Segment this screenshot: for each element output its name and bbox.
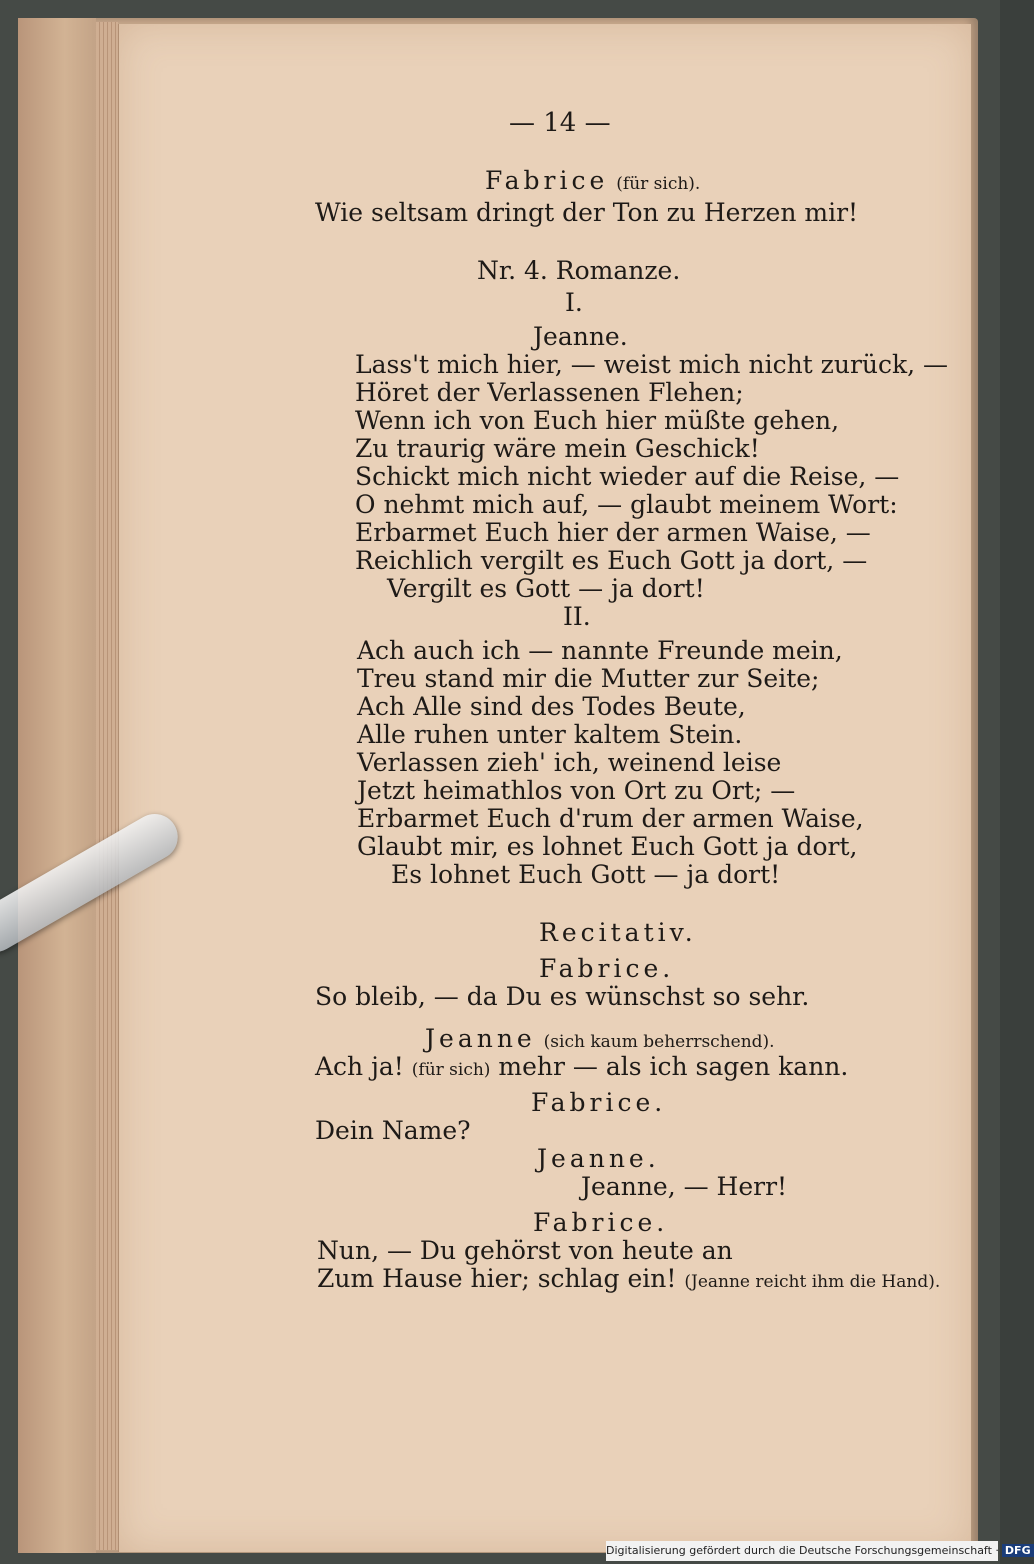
speaker-name: Fabrice. — [539, 954, 675, 983]
speaker-name: Jeanne. — [533, 322, 628, 351]
verse-line: Jetzt heimathlos von Ort zu Ort; — — [357, 776, 796, 805]
text-line: So bleib, — da Du es wünschst so sehr. — [315, 982, 810, 1011]
page-number: — 14 — — [509, 108, 611, 138]
verse-number: II. — [563, 602, 591, 631]
page-edges — [96, 22, 118, 1550]
text-part: Zum Hause hier; schlag ein! — [317, 1264, 677, 1293]
text-line: Nun, — Du gehörst von heute an — [317, 1236, 733, 1265]
speaker-name: Fabrice — [485, 166, 609, 195]
text-line — [315, 1052, 848, 1085]
book-binding — [18, 18, 96, 1553]
verse-line: Zu traurig wäre mein Geschick! — [355, 434, 760, 463]
speaker-name: Fabrice. — [531, 1088, 667, 1117]
verse-line: Schickt mich nicht wieder auf die Reise, — — [355, 462, 900, 491]
verse-line: Erbarmet Euch hier der armen Waise, — — [355, 518, 871, 547]
speaker-name: Jeanne — [425, 1024, 536, 1053]
text-part: mehr — als ich sagen kann. — [498, 1052, 849, 1081]
verse-line: Reichlich vergilt es Euch Gott ja dort, — — [355, 546, 868, 575]
verse-line: Alle ruhen unter kaltem Stein. — [357, 720, 743, 749]
dfg-logo: DFG — [1002, 1544, 1034, 1557]
verse-line: Ach Alle sind des Todes Beute, — [357, 692, 746, 721]
speaker-line — [485, 166, 700, 199]
stage-direction: (für sich). — [616, 174, 701, 194]
text-line: Wie seltsam dringt der Ton zu Herzen mir! — [315, 198, 859, 227]
stage-direction: (Jeanne reicht ihm die Hand). — [684, 1272, 941, 1292]
section-heading: Recitativ. — [539, 918, 697, 947]
verse-line: Es lohnet Euch Gott — ja dort! — [391, 860, 781, 889]
text-part: Ach ja! — [315, 1052, 404, 1081]
verse-line: Glaubt mir, es lohnet Euch Gott ja dort, — [357, 832, 858, 861]
verse-line: Erbarmet Euch d'rum der armen Waise, — [357, 804, 864, 833]
verse-line: Wenn ich von Euch hier müßte gehen, — [355, 406, 840, 435]
speaker-name: Fabrice. — [533, 1208, 669, 1237]
stage-direction: (für sich) — [411, 1060, 491, 1080]
verse-number: I. — [565, 288, 583, 317]
verse-line: Lass't mich hier, — weist mich nicht zurück, — — [355, 350, 949, 379]
digitization-footer — [606, 1541, 1031, 1561]
verse-line: Vergilt es Gott — ja dort! — [387, 574, 705, 603]
verse-line: Verlassen zieh' ich, weinend leise — [357, 748, 782, 777]
section-heading: Nr. 4. Romanze. — [477, 256, 681, 285]
stage-direction: (sich kaum beherrschend). — [543, 1032, 775, 1052]
text-line — [317, 1264, 940, 1297]
verse-line: Ach auch ich — nannte Freunde mein, — [357, 636, 843, 665]
speaker-name: Jeanne. — [537, 1144, 660, 1173]
text-line: Jeanne, — Herr! — [581, 1172, 788, 1201]
verse-line: O nehmt mich auf, — glaubt meinem Wort: — [355, 490, 898, 519]
footer-text: Digitalisierung gefördert durch die Deutsche Forschungsgemeinschaft · — [606, 1544, 999, 1557]
text-line: Dein Name? — [315, 1116, 471, 1145]
book-page — [118, 24, 971, 1552]
verse-line: Treu stand mir die Mutter zur Seite; — [357, 664, 820, 693]
verse-line: Höret der Verlassenen Flehen; — [355, 378, 744, 407]
